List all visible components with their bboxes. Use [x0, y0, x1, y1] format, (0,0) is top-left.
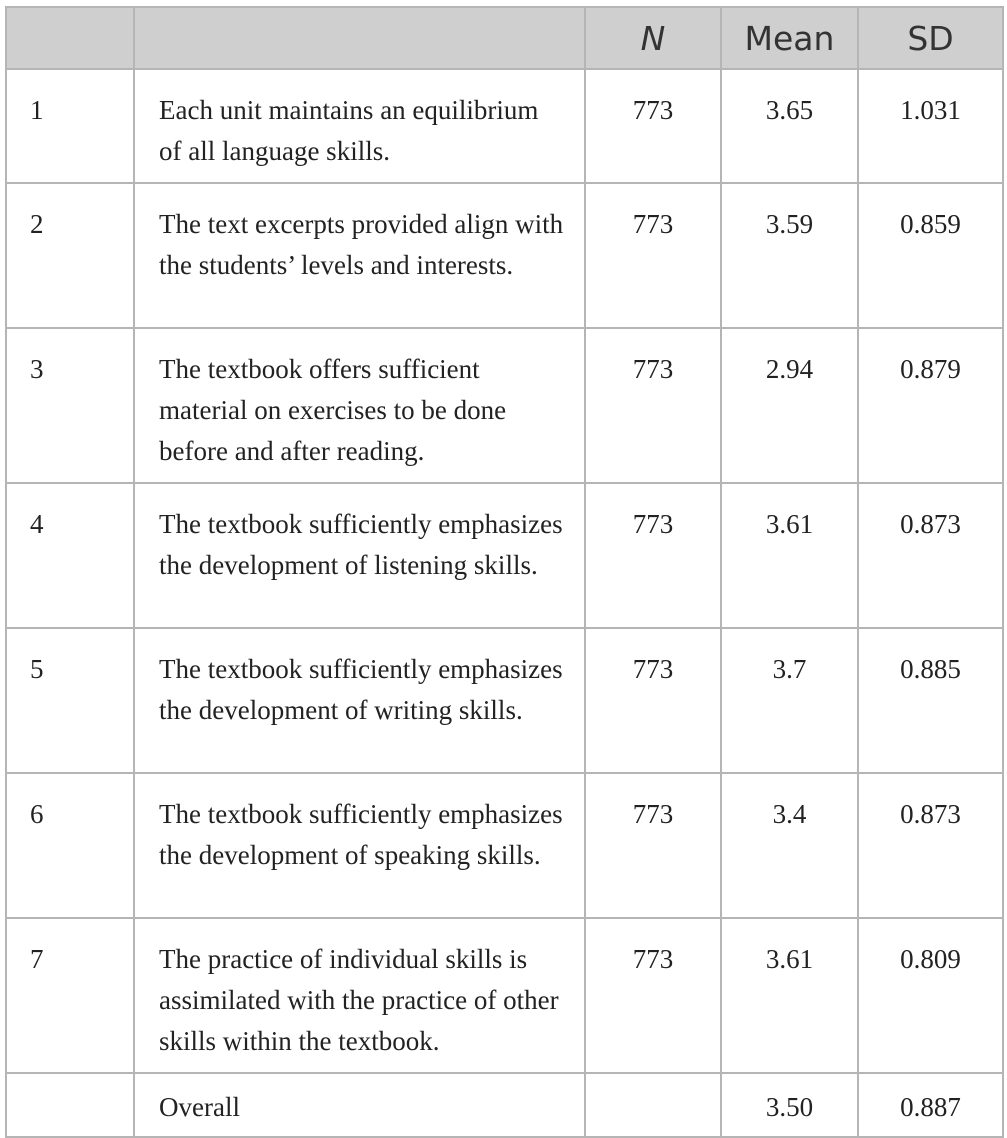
row-n: 773 — [585, 918, 721, 1073]
row-sd: 0.873 — [858, 483, 1003, 628]
row-sd: 0.859 — [858, 183, 1003, 328]
row-item: The text excerpts provided align with the students’ levels and interests. — [134, 183, 585, 328]
row-sd: 0.873 — [858, 773, 1003, 918]
row-n: 773 — [585, 328, 721, 483]
row-n: 773 — [585, 773, 721, 918]
table-row — [6, 918, 1003, 1073]
row-item: The textbook sufficiently emphasizes the development of speaking skills. — [134, 773, 585, 918]
row-mean: 3.61 — [721, 918, 858, 1073]
statistics-table — [5, 6, 1004, 1138]
row-mean: 3.59 — [721, 183, 858, 328]
table-row — [6, 328, 1003, 483]
overall-index — [6, 1073, 134, 1137]
row-index: 2 — [6, 183, 134, 328]
header-n: N — [585, 7, 721, 69]
table-row — [6, 773, 1003, 918]
row-index: 3 — [6, 328, 134, 483]
header-sd: SD — [858, 7, 1003, 69]
row-index: 5 — [6, 628, 134, 773]
row-item: The practice of individual skills is assimilated with the practice of other skills within the textbook. — [134, 918, 585, 1073]
row-item: The textbook sufficiently emphasizes the development of writing skills. — [134, 628, 585, 773]
table-row — [6, 69, 1003, 183]
row-n: 773 — [585, 183, 721, 328]
row-mean: 3.4 — [721, 773, 858, 918]
overall-mean: 3.50 — [721, 1073, 858, 1137]
table-row — [6, 183, 1003, 328]
overall-label: Overall — [134, 1073, 585, 1137]
row-sd: 1.031 — [858, 69, 1003, 183]
row-sd: 0.809 — [858, 918, 1003, 1073]
row-mean: 3.65 — [721, 69, 858, 183]
row-n: 773 — [585, 483, 721, 628]
row-item: The textbook sufficiently emphasizes the development of listening skills. — [134, 483, 585, 628]
row-sd: 0.879 — [858, 328, 1003, 483]
row-sd: 0.885 — [858, 628, 1003, 773]
row-n: 773 — [585, 69, 721, 183]
row-index: 7 — [6, 918, 134, 1073]
table-header — [6, 7, 1003, 69]
row-n: 773 — [585, 628, 721, 773]
overall-row — [6, 1073, 1003, 1137]
table-body — [6, 69, 1003, 1137]
row-index: 1 — [6, 69, 134, 183]
header-index — [6, 7, 134, 69]
row-item: The textbook offers sufficient material on exercises to be done before and after reading. — [134, 328, 585, 483]
row-mean: 3.61 — [721, 483, 858, 628]
table-row — [6, 483, 1003, 628]
overall-sd: 0.887 — [858, 1073, 1003, 1137]
row-mean: 2.94 — [721, 328, 858, 483]
header-mean: Mean — [721, 7, 858, 69]
header-item — [134, 7, 585, 69]
row-item: Each unit maintains an equilibrium of all language skills. — [134, 69, 585, 183]
overall-n — [585, 1073, 721, 1137]
table-row — [6, 628, 1003, 773]
row-index: 6 — [6, 773, 134, 918]
header-row — [6, 7, 1003, 69]
row-mean: 3.7 — [721, 628, 858, 773]
row-index: 4 — [6, 483, 134, 628]
